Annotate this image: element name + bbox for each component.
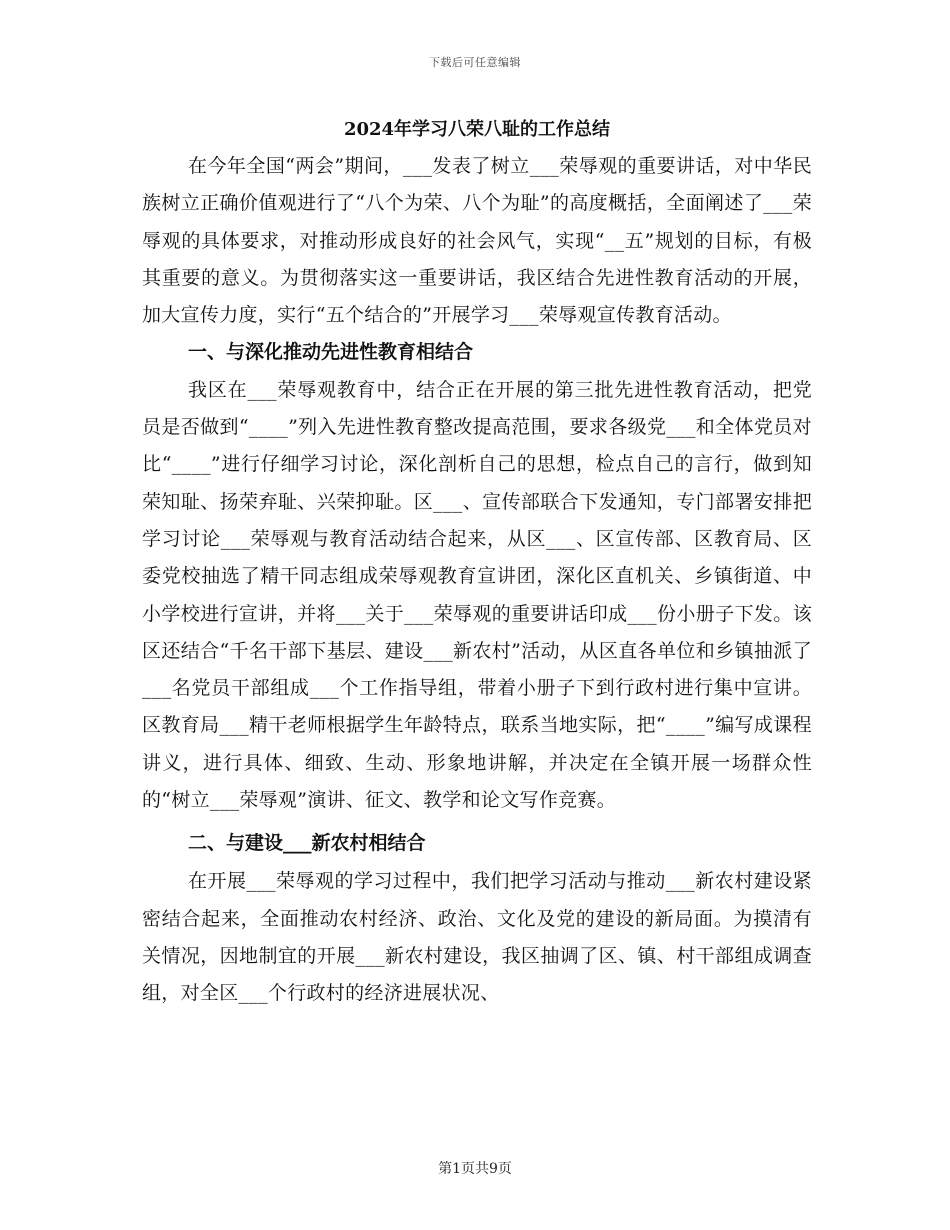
section-2-paragraph: 在开展___荣辱观的学习过程中，我们把学习活动与推动___新农村建设紧密结合起来，全面推动农村经济、政治、文化及党的建设的新局面。为摸清有关情况，因地制宜的开展___新农村建设，我区抽调了区、镇、村干部组成调查组，对全区___个行政村的经济进展状况、 (142, 870, 812, 1005)
document-title: 2024年学习八荣八耻的工作总结 (343, 119, 611, 140)
page-header-note: 下载后可任意编辑 (429, 56, 521, 69)
page-footer-page-number: 第1页共9页 (438, 1161, 512, 1177)
intro-paragraph: 在今年全国“两会”期间，___发表了树立___荣辱观的重要讲话，对中华民族树立正确价值观进行了“八个为荣、八个为耻”的高度概括，全面阐述了___荣辱观的具体要求，对推动形成良好的社会风气，实现“__五”规划的目标，有极其重要的意义。为贯彻落实这一重要讲话，我区结合先进性教育活动的开展，加大宣传力度，实行“五个结合的”开展学习___荣辱观宣传教育活动。 (142, 155, 812, 327)
document-body (142, 112, 812, 1013)
section-1-heading: 一、与深化推动先进性教育相结合 (188, 341, 474, 364)
section-2-heading: 二、与建设___新农村相结合 (188, 832, 426, 855)
section-1-paragraph: 我区在___荣辱观教育中，结合正在开展的第三批先进性教育活动，把党员是否做到“____”列入先进性教育整改提高范围，要求各级党___和全体党员对比“____”进行仔细学习讨论，深化剖析自己的思想，检点自己的言行，做到知荣知耻、扬荣弃耻、兴荣抑耻。区___、宣传部联合下发通知，专门部署安排把学习讨论___荣辱观与教育活动结合起来，从区___、区宣传部、区教育局、区委党校抽选了精干同志组成荣辱观教育宣讲团，深化区直机关、乡镇街道、中小学校进行宣讲，并将___关于___荣辱观的重要讲话印成___份小册子下发。该区还结合“千名干部下基层、建设___新农村”活动，从区直各单位和乡镇抽派了___名党员干部组成___个工作指导组，带着小册子下到行政村进行集中宣讲。区教育局___精干老师根据学生年龄特点，联系当地实际，把“____”编写成课程讲义，进行具体、细致、生动、形象地讲解，并决定在全镇开展一场群众性的“树立___荣辱观”演讲、征文、教学和论文写作竞赛。 (142, 378, 812, 812)
